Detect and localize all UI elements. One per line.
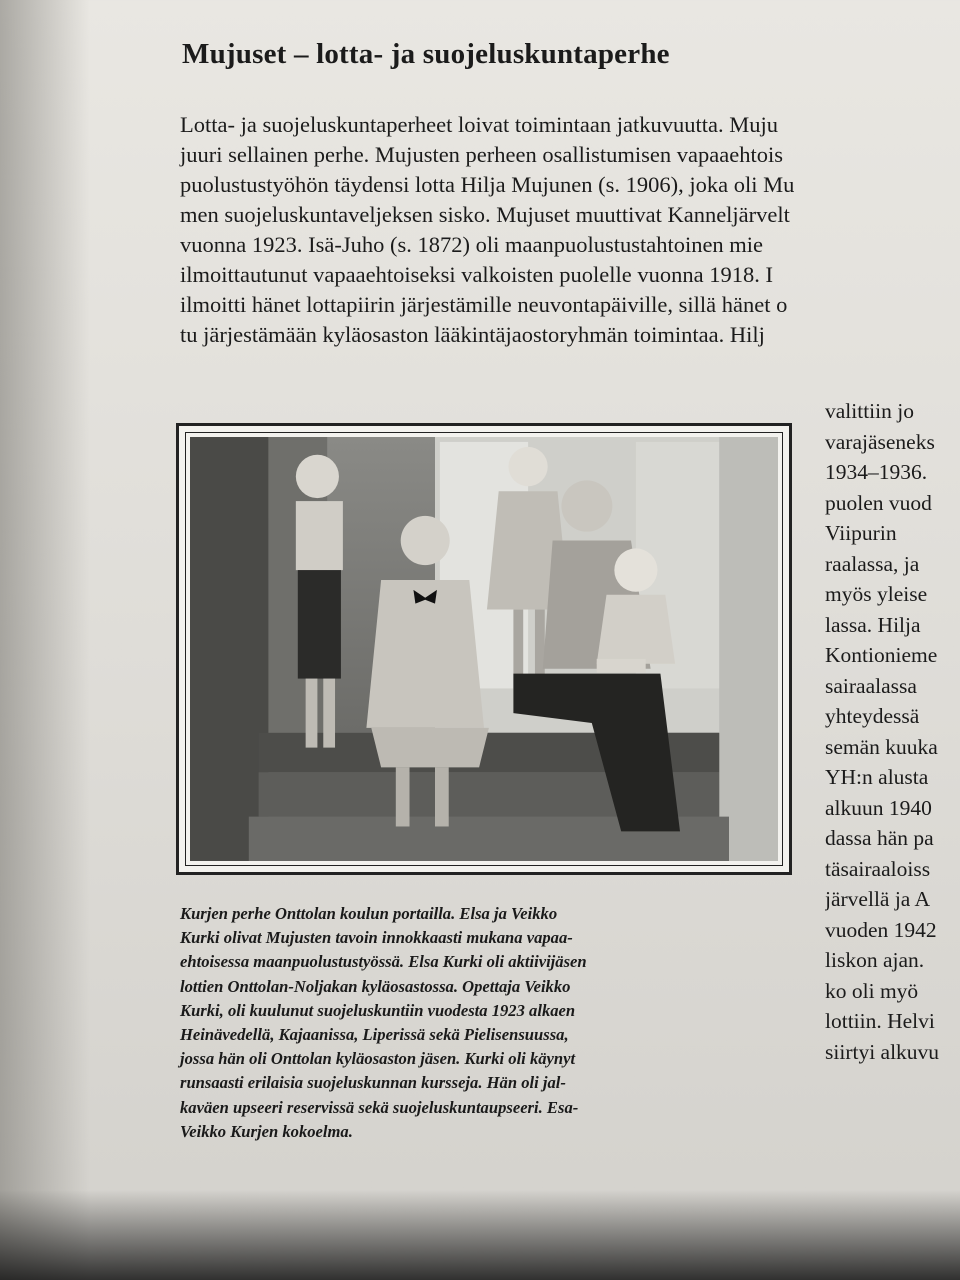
side-line: myös yleise (825, 582, 928, 606)
side-line: vuoden 1942 (825, 917, 937, 942)
side-line: 1934–1936. (825, 460, 928, 484)
intro-line: juuri sellainen perhe. Mujusten perheen osallistumisen vapaaehtois (180, 142, 783, 167)
intro-paragraph (180, 110, 960, 350)
photo-frame (176, 423, 792, 875)
photo-caption (180, 902, 790, 1144)
side-line: lassa. Hilja (825, 612, 921, 637)
family-photo-icon (190, 437, 778, 861)
caption-line: Kurki, oli kuulunut suojeluskuntiin vuodesta 1923 alkaen (180, 1000, 576, 1020)
side-line: valittiin jo (825, 399, 914, 423)
caption-line: kaväen upseeri reservissä sekä suojeluskuntaupseeri. Esa- (180, 1097, 579, 1117)
side-line: Viipurin (825, 521, 897, 545)
page-bottom-shadow (0, 1190, 960, 1280)
caption-line: Kurki olivat Mujusten tavoin innokkaasti mukana vapaa- (180, 928, 573, 948)
intro-line: puolustustyöhön täydensi lotta Hilja Mujunen (s. 1906), joka oli Mu (180, 172, 795, 197)
side-line: siirtyi alkuvu (825, 1039, 940, 1064)
side-line: YH:n alusta (825, 765, 929, 789)
photo-inner-border (185, 432, 783, 866)
intro-line: tu järjestämään kyläosaston lääkintäjaostoryhmän toimintaa. Hilj (180, 322, 765, 347)
side-line: alkuun 1940 (825, 795, 932, 820)
caption-line: ehtoisessa maanpuolustustyössä. Elsa Kurki oli aktiivijäsen (180, 952, 587, 972)
side-line: täsairaaloiss (825, 856, 931, 881)
caption-line: Veikko Kurjen kokoelma. (180, 1121, 353, 1141)
intro-line: Lotta- ja suojeluskuntaperheet loivat toimintaan jatkuvuutta. Muju (180, 112, 778, 137)
side-line: raalassa, ja (825, 551, 920, 576)
caption-line: jossa hän oli Onttolan kyläosaston jäsen. Kurki oli käynyt (180, 1049, 576, 1069)
side-line: sairaalassa (825, 673, 917, 698)
side-line: lottiin. Helvi (825, 1009, 935, 1033)
page-edge-shadow (0, 0, 90, 1280)
intro-line: men suojeluskuntaveljeksen sisko. Mujuset muuttivat Kanneljärvelt (180, 202, 790, 227)
caption-line: runsaasti erilaisia suojeluskunnan kursseja. Hän oli jal- (180, 1073, 566, 1093)
side-line: dassa hän pa (825, 826, 934, 850)
side-line: liskon ajan. (825, 948, 925, 972)
caption-line: Kurjen perhe Onttolan koulun portailla. Elsa ja Veikko (180, 904, 558, 923)
family-photo-graphic (190, 437, 778, 861)
side-line: varajäseneks (825, 429, 935, 454)
intro-line: ilmoitti hänet lottapiirin järjestämille neuvontapäiville, sillä hänet o (180, 292, 788, 317)
intro-line: vuonna 1923. Isä-Juho (s. 1872) oli maanpuolustustahtoinen mie (180, 232, 764, 257)
side-line: järvellä ja A (825, 887, 931, 911)
page-title: Mujuset – lotta- ja suojeluskuntaperhe (182, 38, 670, 70)
side-line: semän kuuka (825, 734, 938, 759)
side-column-text (825, 396, 960, 1067)
caption-line: Heinävedellä, Kajaanissa, Liperissä sekä Pielisensuussa, (180, 1025, 569, 1045)
side-line: yhteydessä (825, 704, 920, 728)
side-line: Kontionieme (825, 643, 938, 667)
intro-line: ilmoittautunut vapaaehtoiseksi valkoisten puolelle vuonna 1918. I (180, 262, 774, 287)
caption-line: lottien Onttolan-Noljakan kyläosastossa. Opettaja Veikko (180, 976, 571, 996)
side-line: puolen vuod (825, 490, 932, 515)
side-line: ko oli myö (825, 978, 919, 1003)
